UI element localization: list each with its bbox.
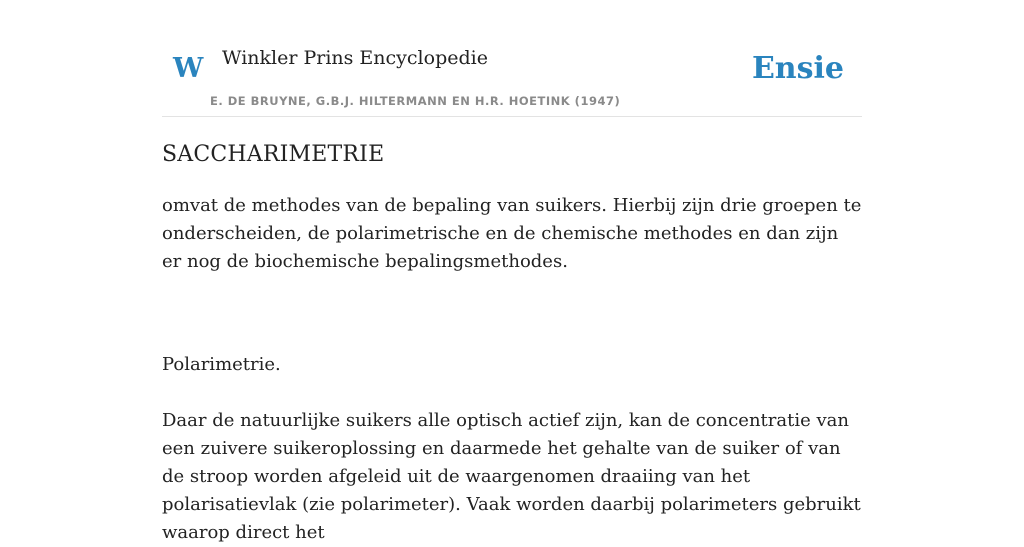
source-header	[162, 0, 862, 117]
source-authors: E. DE BRUYNE, G.B.J. HILTERMANN EN H.R. HOETINK (1947)	[210, 94, 621, 108]
article-body	[162, 136, 862, 547]
article-title: SACCHARIMETRIE	[162, 142, 385, 167]
ensie-logo-link[interactable]: Ensie	[751, 51, 844, 86]
source-title[interactable]: Winkler Prins Encyclopedie	[222, 47, 488, 69]
article-paragraph: omvat de methodes van de bepaling van suikers. Hierbij zijn drie groepen te onderscheiden, de polarimetrische en de chemische methodes en dan zijn er nog de biochemische bepalingsmethodes.	[162, 195, 862, 272]
article-subheading: Polarimetrie.	[162, 354, 281, 375]
source-logo-icon[interactable]: W	[173, 53, 204, 84]
article-paragraph: Daar de natuurlijke suikers alle optisch actief zijn, kan de concentratie van een zuivere suikeroplossing en daarmede het gehalte van de suiker of van de stroop worden afgeleid uit de waargenomen draaiing van het polarisatievlak (zie polarimeter). Vaak worden daarbij polarimeters gebruikt waarop direct het	[162, 410, 861, 543]
